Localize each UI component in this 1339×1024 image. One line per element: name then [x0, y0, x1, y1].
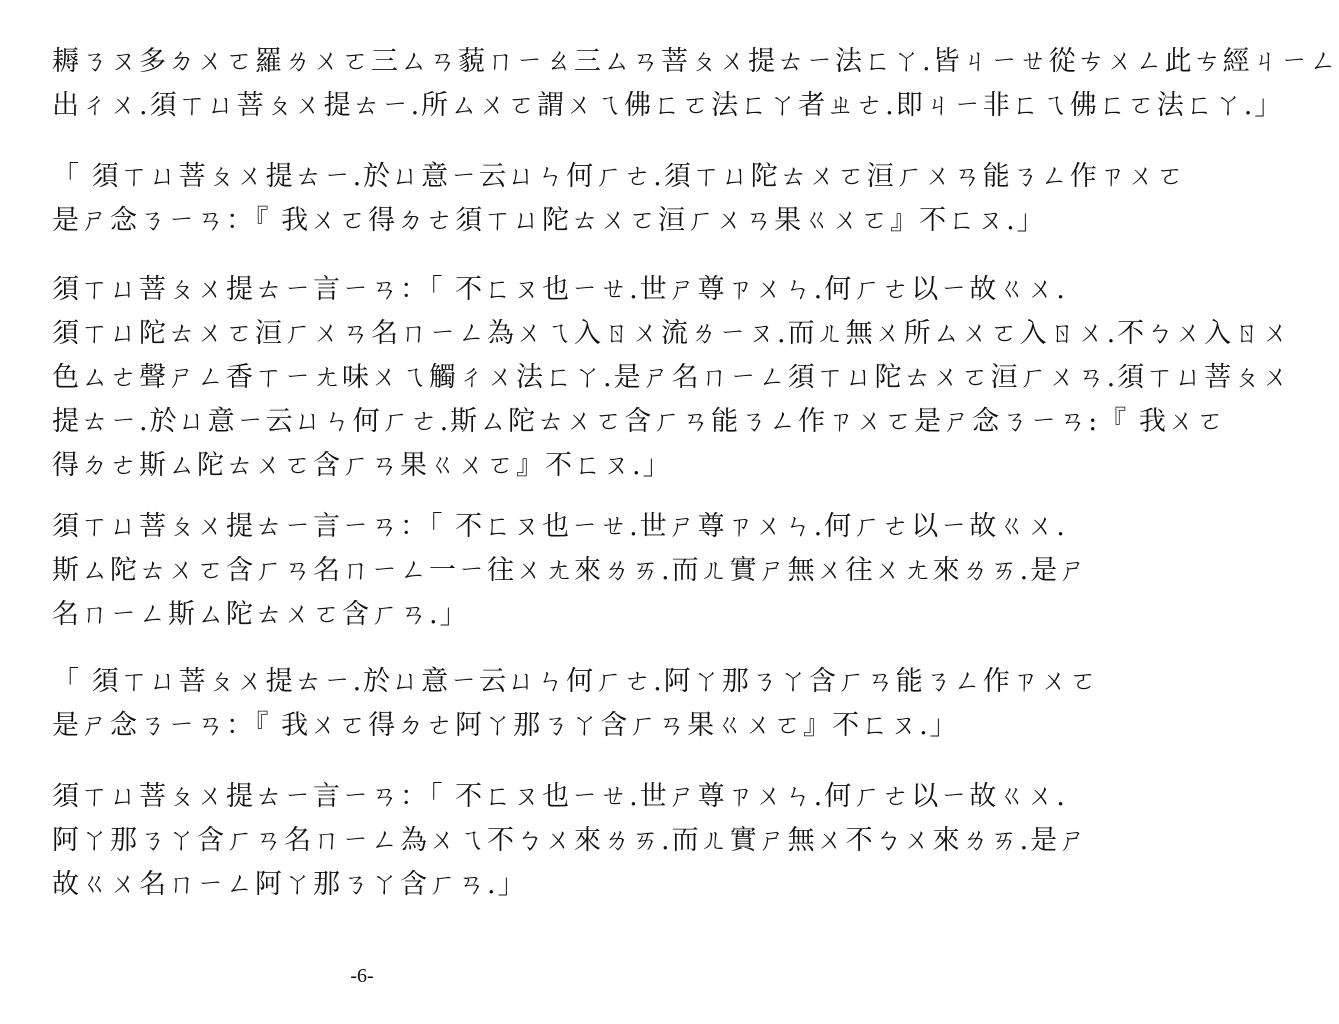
text-line: 提ㄊㄧ.於ㄩ意ㄧ云ㄩㄣ何ㄏㄜ.斯ㄙ陀ㄊㄨㄛ含ㄏㄢ能ㄋㄥ作ㄗㄨㄛ是ㄕ念ㄋㄧㄢ:『 我ㄨㄛ [52, 406, 1226, 437]
text-line: 「 須ㄒㄩ菩ㄆㄨ提ㄊㄧ.於ㄩ意ㄧ云ㄩㄣ何ㄏㄜ.須ㄒㄩ陀ㄊㄨㄛ洹ㄏㄨㄢ能ㄋㄥ作ㄗㄨㄛ [52, 161, 1186, 192]
text-line: 得ㄉㄜ斯ㄙ陀ㄊㄨㄛ含ㄏㄢ果ㄍㄨㄛ』不ㄈㄡ.」 [52, 450, 672, 481]
text-line: 是ㄕ念ㄋㄧㄢ：『 我ㄨㄛ得ㄉㄜ阿ㄚ那ㄋㄚ含ㄏㄢ果ㄍㄨㄛ』不ㄈㄡ.」 [52, 710, 959, 741]
paragraph [52, 40, 1339, 128]
text-line: 阿ㄚ那ㄋㄚ含ㄏㄢ名ㄇㄧㄥ為ㄨㄟ不ㄅㄨ來ㄌㄞ.而ㄦ實ㄕ無ㄨ不ㄅㄨ來ㄌㄞ.是ㄕ [52, 825, 1089, 856]
paragraph [52, 268, 1292, 488]
text-line: 須ㄒㄩ菩ㄆㄨ提ㄊㄧ言ㄧㄢ：「 不ㄈㄡ也ㄧㄝ.世ㄕ尊ㄗㄨㄣ.何ㄏㄜ以ㄧ故ㄍㄨ. [52, 274, 1067, 305]
text-line: 斯ㄙ陀ㄊㄨㄛ含ㄏㄢ名ㄇㄧㄥ一ㄧ往ㄨㄤ來ㄌㄞ.而ㄦ實ㄕ無ㄨ往ㄨㄤ來ㄌㄞ.是ㄕ [52, 555, 1089, 586]
paragraph [52, 660, 1099, 748]
text-line: 須ㄒㄩ陀ㄊㄨㄛ洹ㄏㄨㄢ名ㄇㄧㄥ為ㄨㄟ入ㄖㄨ流ㄌㄧㄡ.而ㄦ無ㄨ所ㄙㄨㄛ入ㄖㄨ.不ㄅㄨ入ㄖㄨ [52, 318, 1292, 349]
text-line: 「 須ㄒㄩ菩ㄆㄨ提ㄊㄧ.於ㄩ意ㄧ云ㄩㄣ何ㄏㄜ.阿ㄚ那ㄋㄚ含ㄏㄢ能ㄋㄥ作ㄗㄨㄛ [52, 666, 1099, 697]
text-line: 故ㄍㄨ名ㄇㄧㄥ阿ㄚ那ㄋㄚ含ㄏㄢ.」 [52, 869, 527, 900]
text-line: 耨ㄋㄡ多ㄉㄨㄛ羅ㄌㄨㄛ三ㄙㄢ藐ㄇㄧㄠ三ㄙㄢ菩ㄆㄨ提ㄊㄧ法ㄈㄚ.皆ㄐㄧㄝ從ㄘㄨㄥ此ㄘ經ㄐㄧㄥ [52, 46, 1339, 77]
paragraph [52, 505, 1089, 637]
text-line: 出ㄔㄨ.須ㄒㄩ菩ㄆㄨ提ㄊㄧ.所ㄙㄨㄛ謂ㄨㄟ佛ㄈㄛ法ㄈㄚ者ㄓㄜ.即ㄐㄧ非ㄈㄟ佛ㄈㄛ法ㄈㄚ.」 [52, 90, 1284, 121]
page-number: -6- [350, 965, 374, 987]
paragraph [52, 155, 1186, 243]
text-line: 是ㄕ念ㄋㄧㄢ：『 我ㄨㄛ得ㄉㄜ須ㄒㄩ陀ㄊㄨㄛ洹ㄏㄨㄢ果ㄍㄨㄛ』不ㄈㄡ.」 [52, 205, 1046, 236]
text-line: 色ㄙㄜ聲ㄕㄥ香ㄒㄧㄤ味ㄨㄟ觸ㄔㄨ法ㄈㄚ.是ㄕ名ㄇㄧㄥ須ㄒㄩ陀ㄊㄨㄛ洹ㄏㄨㄢ.須ㄒㄩ菩ㄆㄨ [52, 362, 1292, 393]
text-line: 須ㄒㄩ菩ㄆㄨ提ㄊㄧ言ㄧㄢ：「 不ㄈㄡ也ㄧㄝ.世ㄕ尊ㄗㄨㄣ.何ㄏㄜ以ㄧ故ㄍㄨ. [52, 511, 1067, 542]
paragraph [52, 775, 1089, 907]
text-line: 名ㄇㄧㄥ斯ㄙ陀ㄊㄨㄛ含ㄏㄢ.」 [52, 599, 469, 630]
text-line: 須ㄒㄩ菩ㄆㄨ提ㄊㄧ言ㄧㄢ：「 不ㄈㄡ也ㄧㄝ.世ㄕ尊ㄗㄨㄣ.何ㄏㄜ以ㄧ故ㄍㄨ. [52, 781, 1067, 812]
